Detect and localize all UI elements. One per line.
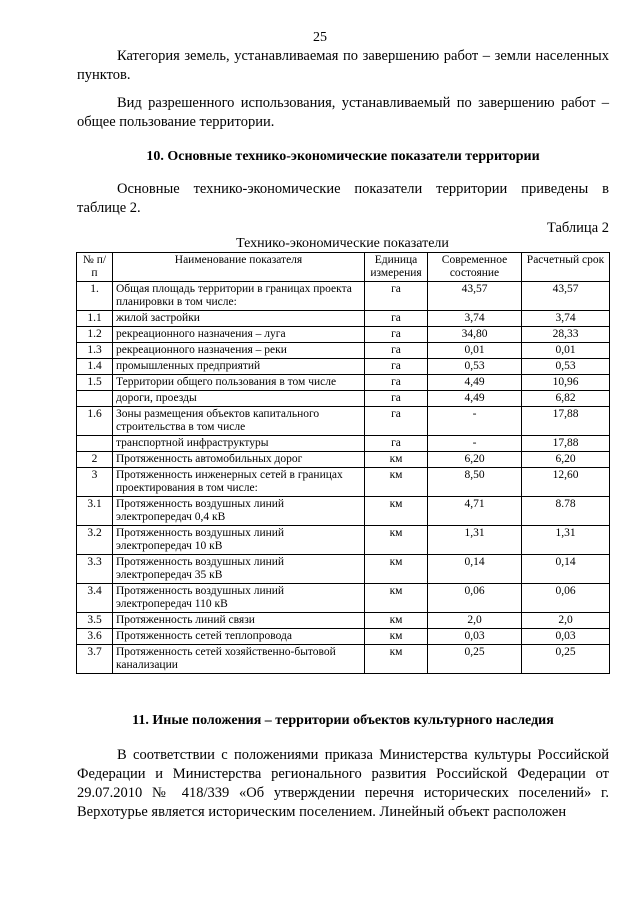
row-number: 3.2 bbox=[77, 526, 113, 555]
row-planned-value: 17,88 bbox=[522, 407, 610, 436]
row-current-value: - bbox=[428, 436, 522, 452]
row-unit: га bbox=[365, 311, 428, 327]
header-indicator-name: Наименование показателя bbox=[113, 253, 365, 282]
row-number: 3.7 bbox=[77, 645, 113, 674]
row-unit: км bbox=[365, 452, 428, 468]
header-planned-term: Расчетный срок bbox=[522, 253, 610, 282]
row-unit: км bbox=[365, 555, 428, 584]
row-number: 1.1 bbox=[77, 311, 113, 327]
row-planned-value: 10,96 bbox=[522, 375, 610, 391]
row-planned-value: 43,57 bbox=[522, 282, 610, 311]
row-unit: км bbox=[365, 526, 428, 555]
row-unit: га bbox=[365, 327, 428, 343]
row-planned-value: 6,82 bbox=[522, 391, 610, 407]
row-number: 1.6 bbox=[77, 407, 113, 436]
row-planned-value: 8.78 bbox=[522, 497, 610, 526]
row-unit: км bbox=[365, 629, 428, 645]
row-number: 3.4 bbox=[77, 584, 113, 613]
row-indicator-name: Территории общего пользования в том числе bbox=[113, 375, 365, 391]
row-indicator-name: Протяженность автомобильных дорог bbox=[113, 452, 365, 468]
row-unit: га bbox=[365, 391, 428, 407]
land-category-paragraph: Категория земель, устанавливаемая по завершению работ – земли населенных пунктов. bbox=[77, 48, 609, 83]
row-indicator-name: рекреационного назначения – реки bbox=[113, 343, 365, 359]
table-row bbox=[77, 407, 610, 436]
row-number: 1.4 bbox=[77, 359, 113, 375]
table-row bbox=[77, 311, 610, 327]
indicators-table bbox=[76, 252, 610, 674]
table-row bbox=[77, 327, 610, 343]
row-current-value: 2,0 bbox=[428, 613, 522, 629]
row-unit: га bbox=[365, 375, 428, 391]
table-row bbox=[77, 526, 610, 555]
row-unit: га bbox=[365, 407, 428, 436]
permitted-use-paragraph: Вид разрешенного использования, устанавливаемый по завершению работ – общее пользование территории. bbox=[77, 95, 609, 130]
row-planned-value: 12,60 bbox=[522, 468, 610, 497]
row-unit: га bbox=[365, 436, 428, 452]
row-planned-value: 0,14 bbox=[522, 555, 610, 584]
row-unit: км bbox=[365, 613, 428, 629]
table-row bbox=[77, 343, 610, 359]
table-row bbox=[77, 468, 610, 497]
row-planned-value: 0,01 bbox=[522, 343, 610, 359]
row-current-value: 3,74 bbox=[428, 311, 522, 327]
row-indicator-name: Протяженность воздушных линий электропередач 10 кВ bbox=[113, 526, 365, 555]
row-number: 1.5 bbox=[77, 375, 113, 391]
row-current-value: 0,06 bbox=[428, 584, 522, 613]
section-10-text: Основные технико-экономические показатели территории приведены в таблице 2. bbox=[77, 181, 609, 216]
row-number: 1.2 bbox=[77, 327, 113, 343]
row-planned-value: 0,03 bbox=[522, 629, 610, 645]
table-row bbox=[77, 613, 610, 629]
row-unit: км bbox=[365, 645, 428, 674]
row-planned-value: 0,06 bbox=[522, 584, 610, 613]
row-planned-value: 6,20 bbox=[522, 452, 610, 468]
row-number: 3.5 bbox=[77, 613, 113, 629]
row-indicator-name: рекреационного назначения – луга bbox=[113, 327, 365, 343]
row-number: 2 bbox=[77, 452, 113, 468]
table-row bbox=[77, 555, 610, 584]
row-unit: га bbox=[365, 359, 428, 375]
table-row bbox=[77, 375, 610, 391]
table-row bbox=[77, 629, 610, 645]
page-number: 25 bbox=[313, 30, 327, 45]
row-current-value: 4,49 bbox=[428, 391, 522, 407]
table-row bbox=[77, 452, 610, 468]
row-indicator-name: транспортной инфраструктуры bbox=[113, 436, 365, 452]
row-planned-value: 0,25 bbox=[522, 645, 610, 674]
row-current-value: 6,20 bbox=[428, 452, 522, 468]
section-11-text: В соответствии с положениями приказа Министерства культуры Российской Федерации и Министерства регионального развития Российской Федерации от 29.07.2010 № 418/339 «Об утверждении перечня исторических поселений» г. Верхотурье является историческим поселением. Линейный объект расположен bbox=[77, 747, 609, 820]
row-indicator-name: Протяженность сетей теплопровода bbox=[113, 629, 365, 645]
row-number: 1. bbox=[77, 282, 113, 311]
row-indicator-name: Протяженность воздушных линий электропередач 0,4 кВ bbox=[113, 497, 365, 526]
row-indicator-name: жилой застройки bbox=[113, 311, 365, 327]
row-planned-value: 3,74 bbox=[522, 311, 610, 327]
row-unit: км bbox=[365, 468, 428, 497]
row-indicator-name: промышленных предприятий bbox=[113, 359, 365, 375]
row-planned-value: 2,0 bbox=[522, 613, 610, 629]
header-number: № п/п bbox=[77, 253, 113, 282]
row-number bbox=[77, 391, 113, 407]
row-current-value: 43,57 bbox=[428, 282, 522, 311]
table-header-row bbox=[77, 253, 610, 282]
row-number: 3.3 bbox=[77, 555, 113, 584]
row-number: 3.6 bbox=[77, 629, 113, 645]
row-number: 1.3 bbox=[77, 343, 113, 359]
row-indicator-name: дороги, проезды bbox=[113, 391, 365, 407]
row-current-value: - bbox=[428, 407, 522, 436]
section-10-heading: 10. Основные технико-экономические показатели территории bbox=[146, 149, 540, 164]
row-number: 3 bbox=[77, 468, 113, 497]
table-row bbox=[77, 584, 610, 613]
header-unit: Единица измерения bbox=[365, 253, 428, 282]
row-current-value: 0,53 bbox=[428, 359, 522, 375]
table-row bbox=[77, 436, 610, 452]
row-current-value: 1,31 bbox=[428, 526, 522, 555]
row-current-value: 4,49 bbox=[428, 375, 522, 391]
row-indicator-name: Протяженность воздушных линий электропередач 35 кВ bbox=[113, 555, 365, 584]
row-current-value: 8,50 bbox=[428, 468, 522, 497]
table-row bbox=[77, 282, 610, 311]
table-title: Технико-экономические показатели bbox=[236, 236, 449, 251]
table-row bbox=[77, 359, 610, 375]
row-indicator-name: Зоны размещения объектов капитального строительства в том числе bbox=[113, 407, 365, 436]
header-current-state: Современное состояние bbox=[428, 253, 522, 282]
row-unit: км bbox=[365, 497, 428, 526]
row-planned-value: 0,53 bbox=[522, 359, 610, 375]
row-current-value: 4,71 bbox=[428, 497, 522, 526]
table-row bbox=[77, 391, 610, 407]
row-planned-value: 28,33 bbox=[522, 327, 610, 343]
row-indicator-name: Протяженность воздушных линий электропередач 110 кВ bbox=[113, 584, 365, 613]
row-current-value: 0,25 bbox=[428, 645, 522, 674]
row-planned-value: 1,31 bbox=[522, 526, 610, 555]
row-unit: км bbox=[365, 584, 428, 613]
row-indicator-name: Протяженность линий связи bbox=[113, 613, 365, 629]
table-row bbox=[77, 645, 610, 674]
table-row bbox=[77, 497, 610, 526]
table-label: Таблица 2 bbox=[546, 220, 609, 236]
row-number: 3.1 bbox=[77, 497, 113, 526]
row-current-value: 34,80 bbox=[428, 327, 522, 343]
row-indicator-name: Протяженность инженерных сетей в границах проектирования в том числе: bbox=[113, 468, 365, 497]
row-current-value: 0,14 bbox=[428, 555, 522, 584]
row-unit: га bbox=[365, 343, 428, 359]
row-current-value: 0,01 bbox=[428, 343, 522, 359]
row-planned-value: 17,88 bbox=[522, 436, 610, 452]
row-indicator-name: Протяженность сетей хозяйственно-бытовой канализации bbox=[113, 645, 365, 674]
row-current-value: 0,03 bbox=[428, 629, 522, 645]
row-number bbox=[77, 436, 113, 452]
row-indicator-name: Общая площадь территории в границах проекта планировки в том числе: bbox=[113, 282, 365, 311]
section-11-heading: 11. Иные положения – территории объектов культурного наследия bbox=[132, 713, 554, 728]
row-unit: га bbox=[365, 282, 428, 311]
